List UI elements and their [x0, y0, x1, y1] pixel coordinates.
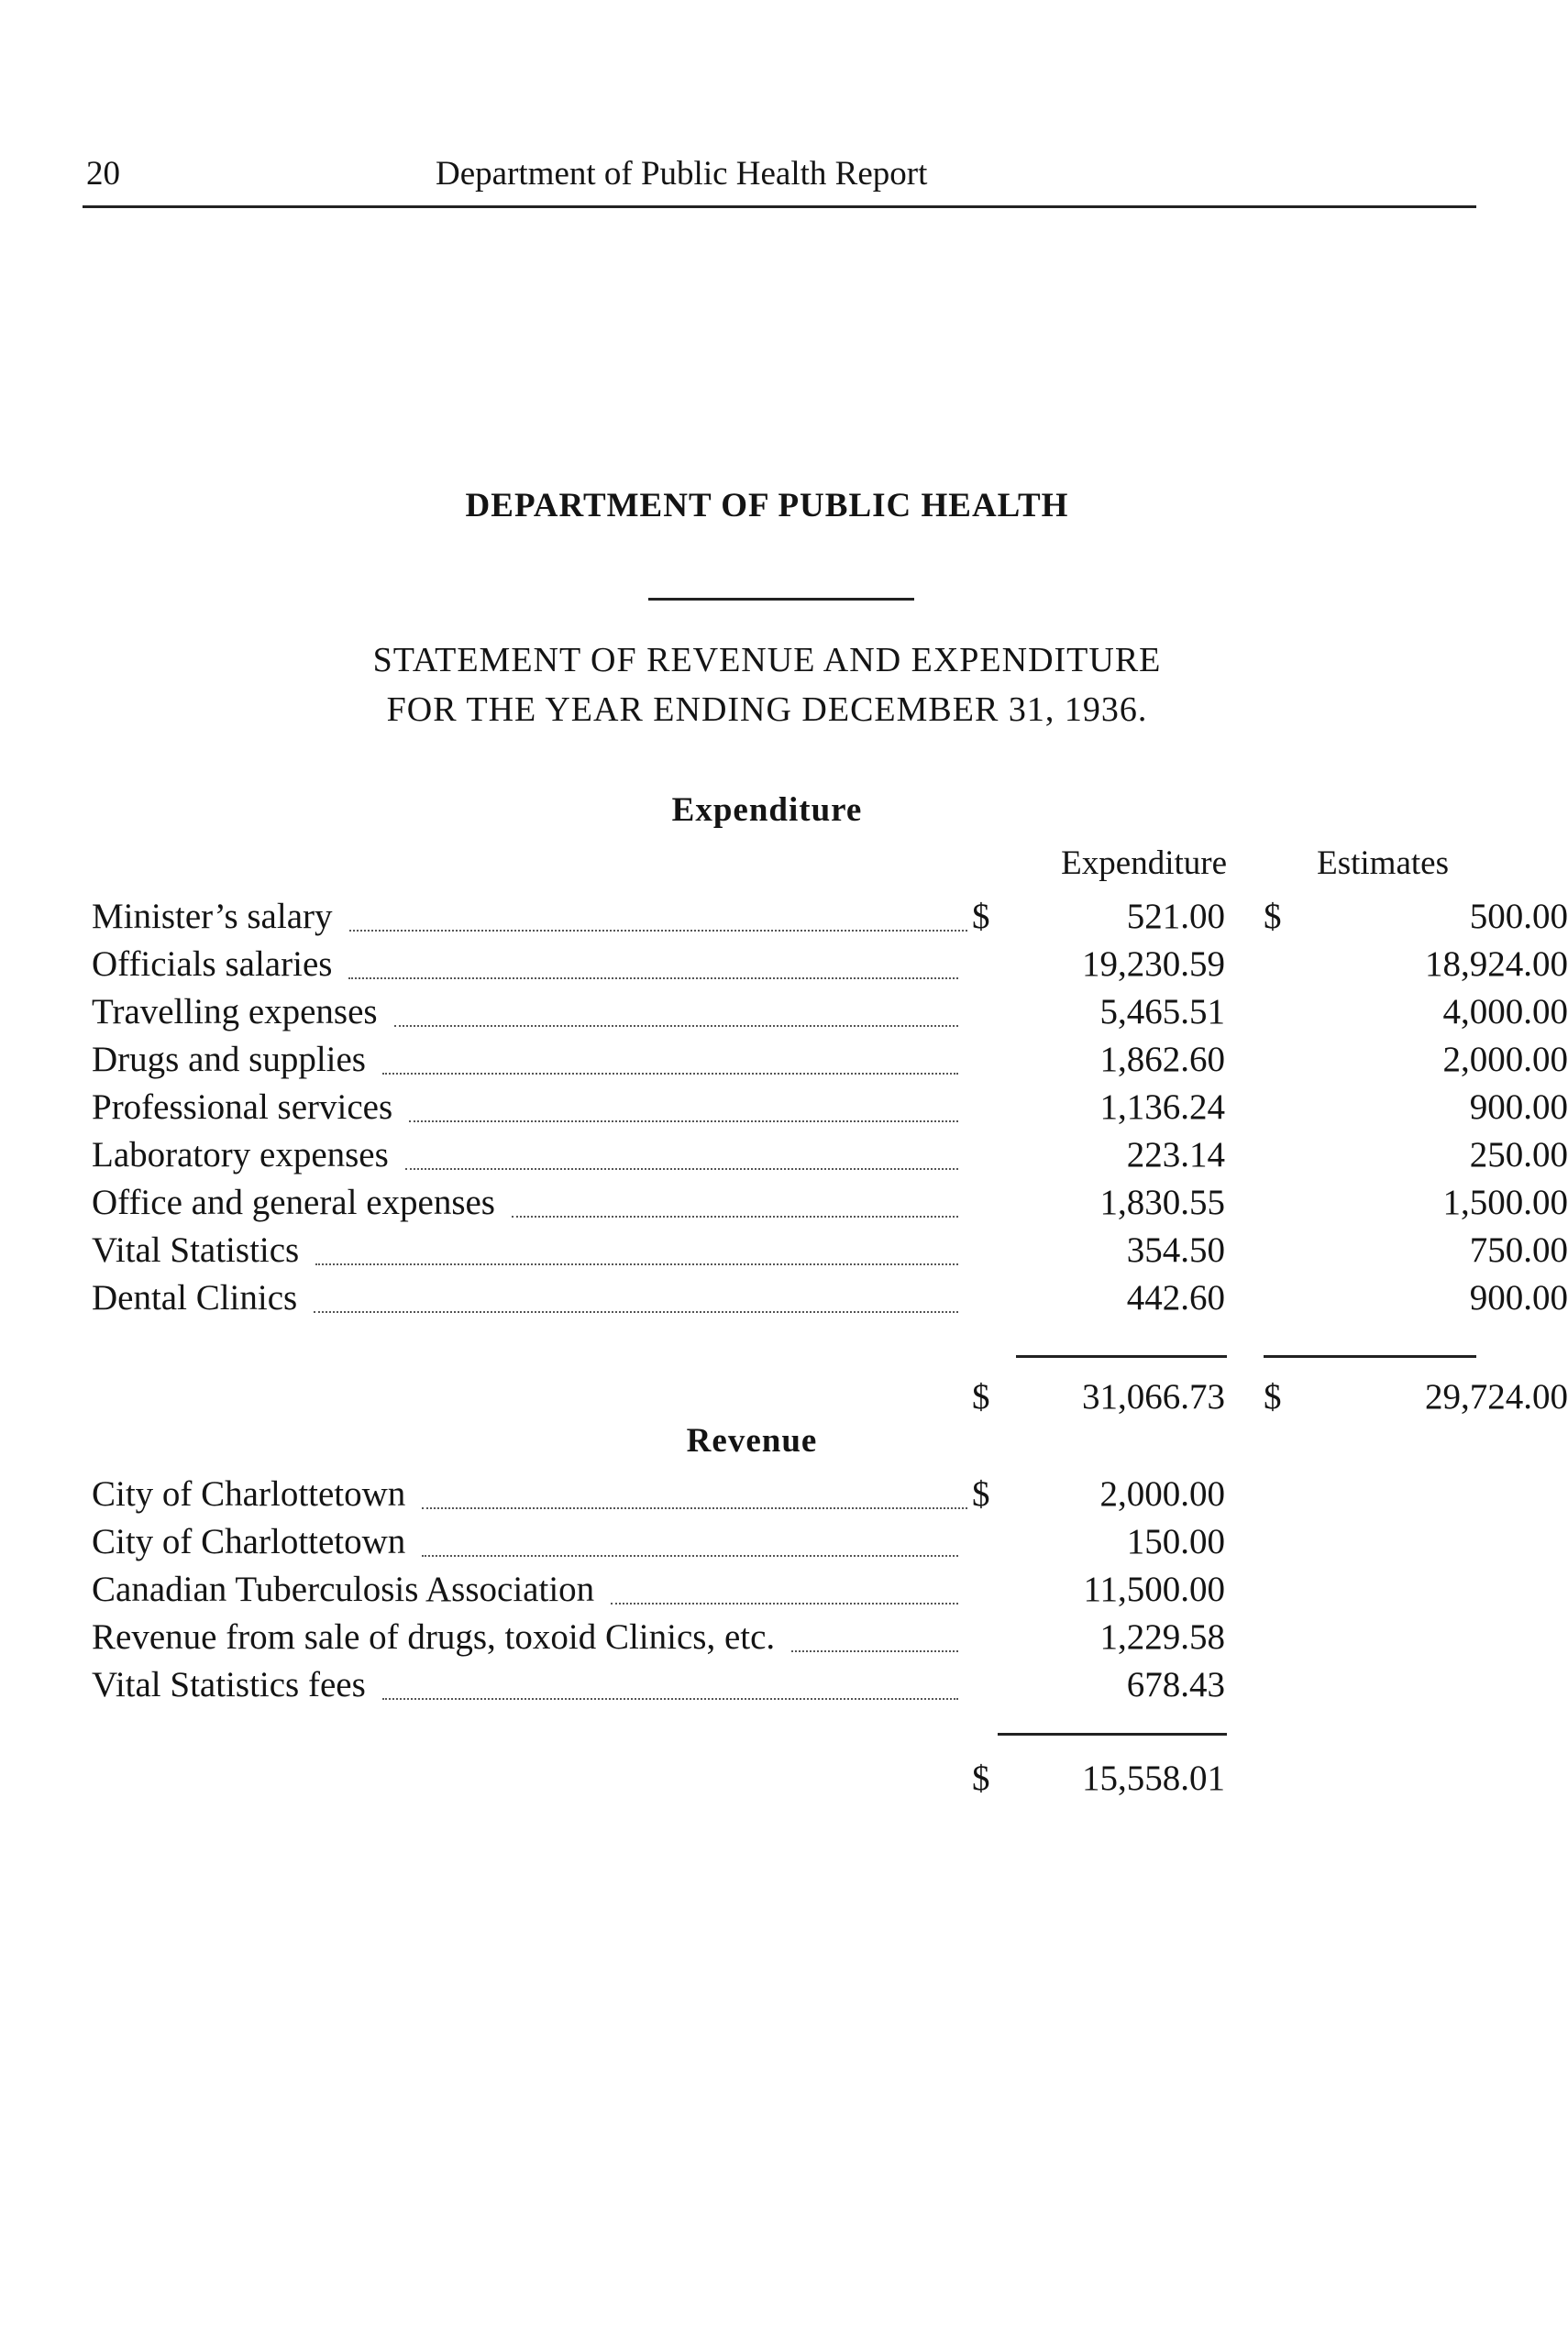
estimate-value: 900.00 [1469, 1087, 1568, 1127]
dot-leader [611, 1555, 958, 1605]
estimate-value: 4,000.00 [1442, 992, 1568, 1031]
dot-leader [348, 930, 958, 979]
statement-line-2: FOR THE YEAR ENDING DECEMBER 31, 1936. [386, 690, 1148, 729]
dot-leader [422, 1507, 958, 1557]
estimates-total-rule [1264, 1355, 1476, 1358]
revenue-amount: 1,229.58 [1099, 1617, 1225, 1657]
currency-symbol: $ [1264, 1377, 1282, 1417]
expenditure-item-label: Drugs and supplies [92, 1040, 366, 1079]
title-rule [648, 598, 914, 601]
revenue-amount: 678.43 [1126, 1665, 1225, 1704]
expenditure-item-label: Dental Clinics [92, 1278, 298, 1318]
expenditure-row [92, 1274, 1568, 1322]
header-rule [83, 205, 1476, 208]
dot-leader [382, 1025, 958, 1075]
dot-leader [409, 1073, 958, 1122]
dot-leader [422, 1460, 967, 1509]
estimate-value: 18,924.00 [1425, 944, 1568, 984]
expenditure-total-row [92, 1373, 1568, 1421]
expenditure-value: 1,862.60 [1099, 1040, 1225, 1079]
expenditure-item-label: Office and general expenses [92, 1183, 495, 1222]
revenue-item-label: Vital Statistics fees [92, 1665, 366, 1704]
revenue-row [92, 1661, 1485, 1709]
expenditure-value: 1,830.55 [1099, 1183, 1225, 1222]
revenue-amount: 150.00 [1126, 1522, 1225, 1561]
column-header-estimates: Estimates [1317, 844, 1449, 882]
expenditure-value: 521.00 [1126, 897, 1225, 936]
running-head: Department of Public Health Report [436, 155, 928, 193]
currency-symbol: $ [972, 1377, 990, 1417]
expenditure-heading: Expenditure [671, 791, 863, 829]
revenue-item-label: City of Charlottetown [92, 1474, 406, 1514]
dot-leader [382, 1650, 958, 1700]
expenditure-item-label: Laboratory expenses [92, 1135, 389, 1175]
revenue-amount: 11,500.00 [1083, 1570, 1225, 1609]
revenue-item-label: Revenue from sale of drugs, toxoid Clinics, etc. [92, 1617, 776, 1657]
expenditure-item-label: Professional services [92, 1087, 393, 1127]
currency-symbol: $ [972, 1759, 990, 1798]
dot-leader [315, 1216, 958, 1265]
page-title: DEPARTMENT OF PUBLIC HEALTH [465, 487, 1069, 524]
currency-symbol: $ [972, 1474, 990, 1514]
expenditure-value: 1,136.24 [1099, 1087, 1225, 1127]
dot-leader [314, 1263, 958, 1313]
statement-line-1: STATEMENT OF REVENUE AND EXPENDITURE [372, 641, 1162, 679]
revenue-total-row [92, 1755, 1485, 1803]
expenditure-value: 354.50 [1126, 1230, 1225, 1270]
dot-leader [512, 1168, 958, 1218]
total-estimates: 29,724.00 [1425, 1377, 1568, 1417]
dot-leader [394, 977, 958, 1027]
revenue-item-label: City of Charlottetown [92, 1522, 406, 1561]
expenditure-value: 223.14 [1126, 1135, 1225, 1175]
expenditure-item-label: Vital Statistics [92, 1230, 300, 1270]
page-number: 20 [86, 155, 120, 193]
currency-symbol: $ [972, 897, 990, 936]
estimate-value: 1,500.00 [1442, 1183, 1568, 1222]
column-header-expenditure: Expenditure [1061, 844, 1227, 882]
revenue-item-label: Canadian Tuberculosis Association [92, 1570, 595, 1609]
revenue-row [92, 1566, 1485, 1614]
estimate-value: 750.00 [1469, 1230, 1568, 1270]
dot-leader [791, 1603, 958, 1652]
page-header [83, 147, 1476, 202]
estimate-value: 2,000.00 [1442, 1040, 1568, 1079]
currency-symbol: $ [1264, 897, 1282, 936]
dot-leader [405, 1120, 958, 1170]
revenue-total-rule [998, 1733, 1227, 1736]
expenditure-item-label: Travelling expenses [92, 992, 378, 1031]
expenditure-item-label: Officials salaries [92, 944, 333, 984]
estimate-value: 250.00 [1469, 1135, 1568, 1175]
total-expenditure: 31,066.73 [1082, 1377, 1225, 1417]
expenditure-item-label: Minister’s salary [92, 897, 333, 936]
dot-leader [349, 882, 968, 932]
revenue-heading: Revenue [686, 1422, 818, 1460]
expenditure-value: 442.60 [1126, 1278, 1225, 1318]
revenue-amount: 2,000.00 [1099, 1474, 1225, 1514]
estimate-value: 900.00 [1469, 1278, 1568, 1318]
expenditure-value: 19,230.59 [1082, 944, 1225, 984]
total-revenue: 15,558.01 [1082, 1759, 1225, 1798]
expenditure-total-rule [1016, 1355, 1227, 1358]
expenditure-value: 5,465.51 [1099, 992, 1225, 1031]
estimate-value: 500.00 [1469, 897, 1568, 936]
